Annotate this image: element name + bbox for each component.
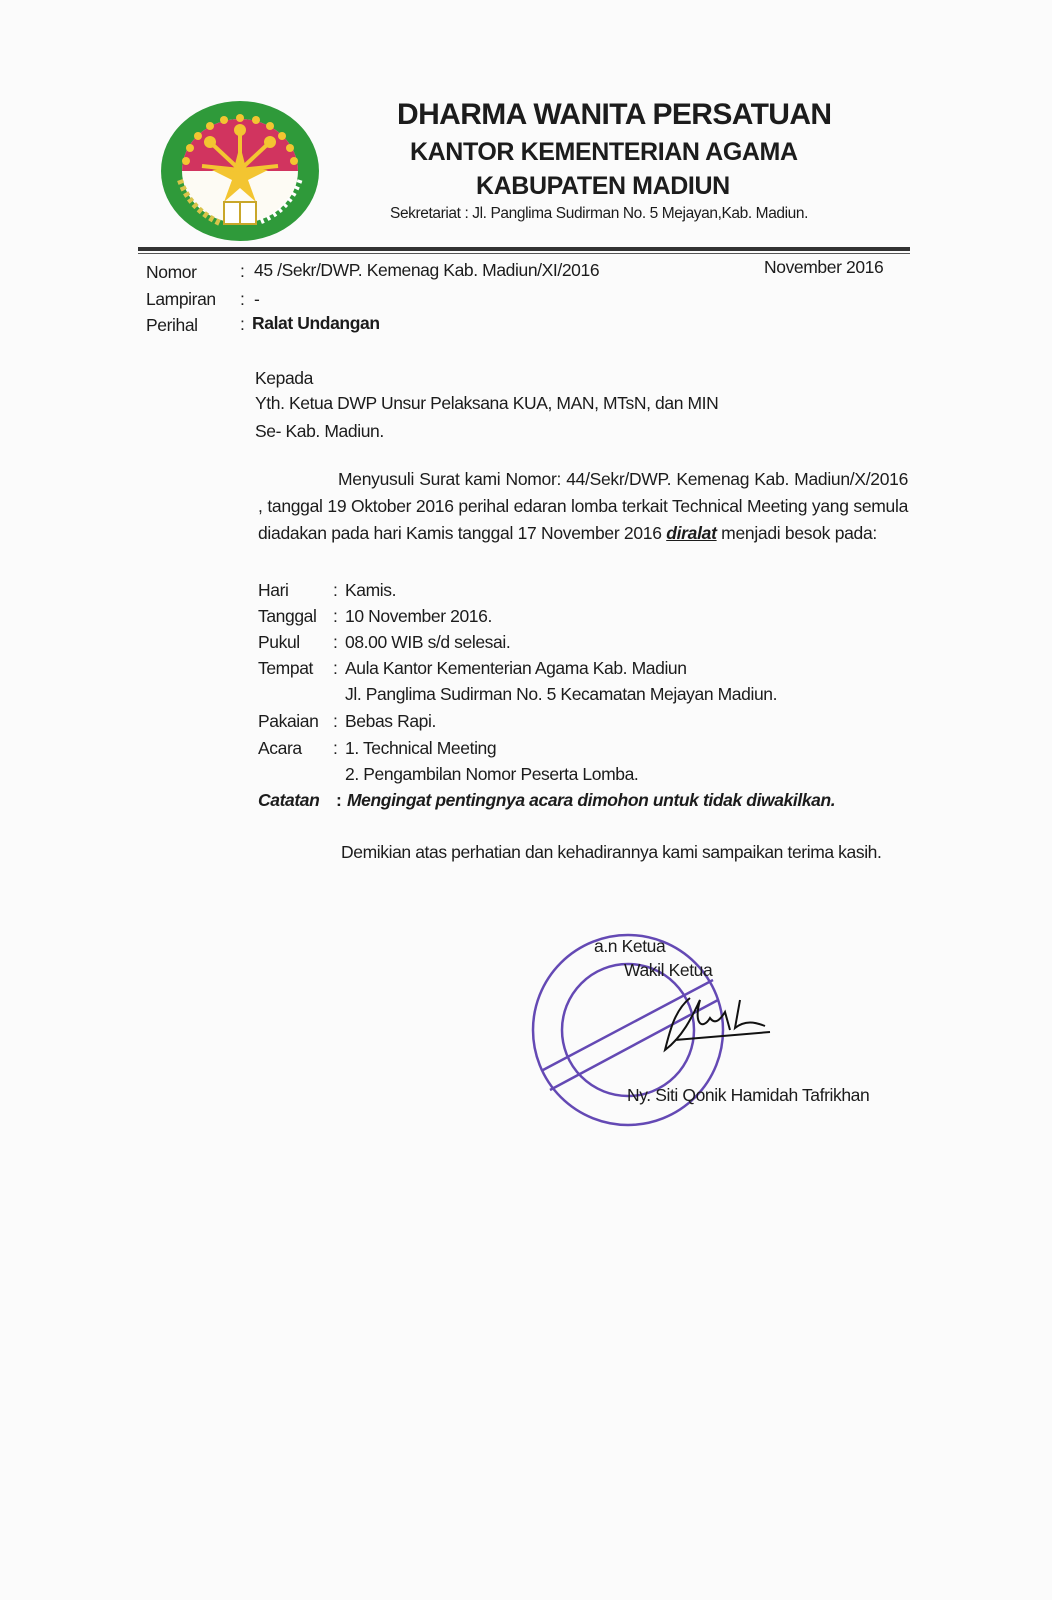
detail-value-acara-2: 2. Pengambilan Nomor Peserta Lomba. xyxy=(345,764,639,784)
nomor-value: 45 /Sekr/DWP. Kemenag Kab. Madiun/XI/2016 xyxy=(254,260,600,280)
recipient-line: Yth. Ketua DWP Unsur Pelaksana KUA, MAN, MTsN, dan MIN xyxy=(255,393,719,413)
region-name: KABUPATEN MADIUN xyxy=(476,172,730,200)
lampiran-label: Lampiran xyxy=(146,289,216,309)
nomor-label: Nomor xyxy=(146,262,197,282)
colon: : xyxy=(333,580,338,600)
header-divider xyxy=(138,247,910,251)
body-paragraph xyxy=(258,466,908,547)
note-label: Catatan xyxy=(258,790,320,810)
detail-label-tempat: Tempat xyxy=(258,658,313,678)
detail-value-tempat-address: Jl. Panglima Sudirman No. 5 Kecamatan Mejayan Madiun. xyxy=(345,684,778,704)
recipient-line: Se- Kab. Madiun. xyxy=(255,421,384,441)
office-name: KANTOR KEMENTERIAN AGAMA xyxy=(410,138,798,166)
colon: : xyxy=(240,261,245,281)
handwritten-signature xyxy=(655,990,785,1060)
detail-label-acara: Acara xyxy=(258,738,302,758)
perihal-label: Perihal xyxy=(146,315,198,335)
signature-title: Wakil Ketua xyxy=(624,960,713,980)
note-value: Mengingat pentingnya acara dimohon untuk tidak diwakilkan. xyxy=(347,790,836,810)
body-text: Menyusuli Surat kami Nomor: 44/Sekr/DWP. Kemenag Kab. Madiun/X/2016 , tanggal 19 Oktober 2016 perihal edaran lomba terkait Technical Meeting yang semula diadakan pada hari Kamis tanggal 17 November 2016 xyxy=(258,469,908,543)
address: Sekretariat : Jl. Panglima Sudirman No. 5 Mejayan,Kab. Madiun. xyxy=(390,205,809,222)
org-name: DHARMA WANITA PERSATUAN xyxy=(397,98,832,131)
signature-on-behalf: a.n Ketua xyxy=(594,936,666,956)
colon: : xyxy=(240,289,245,309)
header-divider-thin xyxy=(138,253,910,254)
detail-value-acara-1: 1. Technical Meeting xyxy=(345,738,497,758)
detail-label-hari: Hari xyxy=(258,580,289,600)
recipient-line: Kepada xyxy=(255,368,313,388)
signatory-name: Ny. Siti Qonik Hamidah Tafrikhan xyxy=(627,1085,870,1105)
detail-value-tempat: Aula Kantor Kementerian Agama Kab. Madiun xyxy=(345,658,687,678)
lampiran-value: - xyxy=(254,289,260,309)
detail-value-tanggal: 10 November 2016. xyxy=(345,606,492,626)
perihal-value: Ralat Undangan xyxy=(252,313,380,333)
detail-value-pukul: 08.00 WIB s/d selesai. xyxy=(345,632,511,652)
colon: : xyxy=(333,711,338,731)
colon: : xyxy=(240,314,245,334)
colon: : xyxy=(333,632,338,652)
letter-date: November 2016 xyxy=(764,257,884,277)
colon: : xyxy=(336,790,342,810)
detail-label-pakaian: Pakaian xyxy=(258,711,319,731)
emphasis-diralat: diralat xyxy=(666,523,717,543)
detail-value-hari: Kamis. xyxy=(345,580,397,600)
detail-label-pukul: Pukul xyxy=(258,632,300,652)
colon: : xyxy=(333,658,338,678)
closing-text: Demikian atas perhatian dan kehadirannya kami sampaikan terima kasih. xyxy=(341,842,882,862)
detail-value-pakaian: Bebas Rapi. xyxy=(345,711,436,731)
colon: : xyxy=(333,738,338,758)
colon: : xyxy=(333,606,338,626)
detail-label-tanggal: Tanggal xyxy=(258,606,317,626)
dwp-logo xyxy=(160,100,320,242)
body-text: menjadi besok pada: xyxy=(716,523,877,543)
